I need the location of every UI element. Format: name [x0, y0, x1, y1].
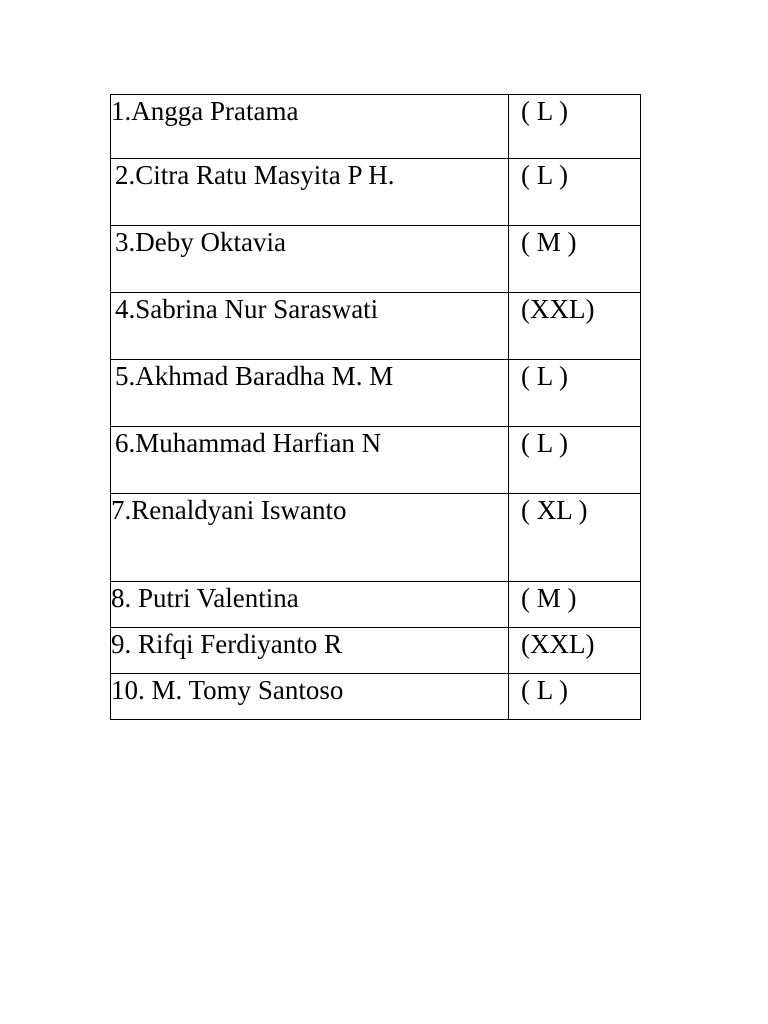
- participant-name: 10. M. Tomy Santoso: [111, 675, 344, 705]
- participant-name: 7.Renaldyani Iswanto: [111, 495, 347, 525]
- shirt-size: ( M ): [521, 583, 577, 613]
- size-cell: [509, 95, 641, 159]
- size-cell: [509, 582, 641, 628]
- table-row: [111, 494, 641, 582]
- table-row: [111, 95, 641, 159]
- participant-name: 1.Angga Pratama: [111, 96, 299, 126]
- table-row: [111, 226, 641, 293]
- name-cell: [111, 293, 509, 360]
- shirt-size: ( L ): [521, 160, 568, 190]
- table-row: [111, 628, 641, 674]
- table-row: [111, 674, 641, 720]
- size-cell: [509, 674, 641, 720]
- size-cell: [509, 427, 641, 494]
- name-cell: [111, 494, 509, 582]
- name-cell: [111, 582, 509, 628]
- shirt-size: ( L ): [521, 96, 568, 126]
- name-cell: [111, 95, 509, 159]
- participant-name: 6.Muhammad Harfian N: [115, 428, 382, 458]
- participant-name: 3.Deby Oktavia: [115, 227, 286, 257]
- name-cell: [111, 674, 509, 720]
- participant-name: 4.Sabrina Nur Saraswati: [115, 294, 379, 324]
- table-row: [111, 582, 641, 628]
- shirt-size: (XXL): [521, 629, 595, 659]
- table-row: [111, 427, 641, 494]
- roster-table: [110, 94, 641, 720]
- shirt-size: ( L ): [521, 675, 568, 705]
- name-cell: [111, 226, 509, 293]
- participant-name: 5.Akhmad Baradha M. M: [115, 361, 394, 391]
- participant-name: 2.Citra Ratu Masyita P H.: [115, 160, 395, 190]
- size-cell: [509, 360, 641, 427]
- shirt-size: (XXL): [521, 294, 595, 324]
- participant-name: 8. Putri Valentina: [111, 583, 299, 613]
- size-cell: [509, 226, 641, 293]
- table-row: [111, 159, 641, 226]
- name-cell: [111, 628, 509, 674]
- size-cell: [509, 494, 641, 582]
- table-row: [111, 360, 641, 427]
- shirt-size: ( XL ): [521, 495, 588, 525]
- shirt-size: ( M ): [521, 227, 577, 257]
- size-cell: [509, 159, 641, 226]
- size-cell: [509, 293, 641, 360]
- shirt-size: ( L ): [521, 428, 568, 458]
- size-cell: [509, 628, 641, 674]
- name-cell: [111, 360, 509, 427]
- participant-name: 9. Rifqi Ferdiyanto R: [111, 629, 342, 659]
- table-row: [111, 293, 641, 360]
- name-cell: [111, 159, 509, 226]
- name-cell: [111, 427, 509, 494]
- shirt-size: ( L ): [521, 361, 568, 391]
